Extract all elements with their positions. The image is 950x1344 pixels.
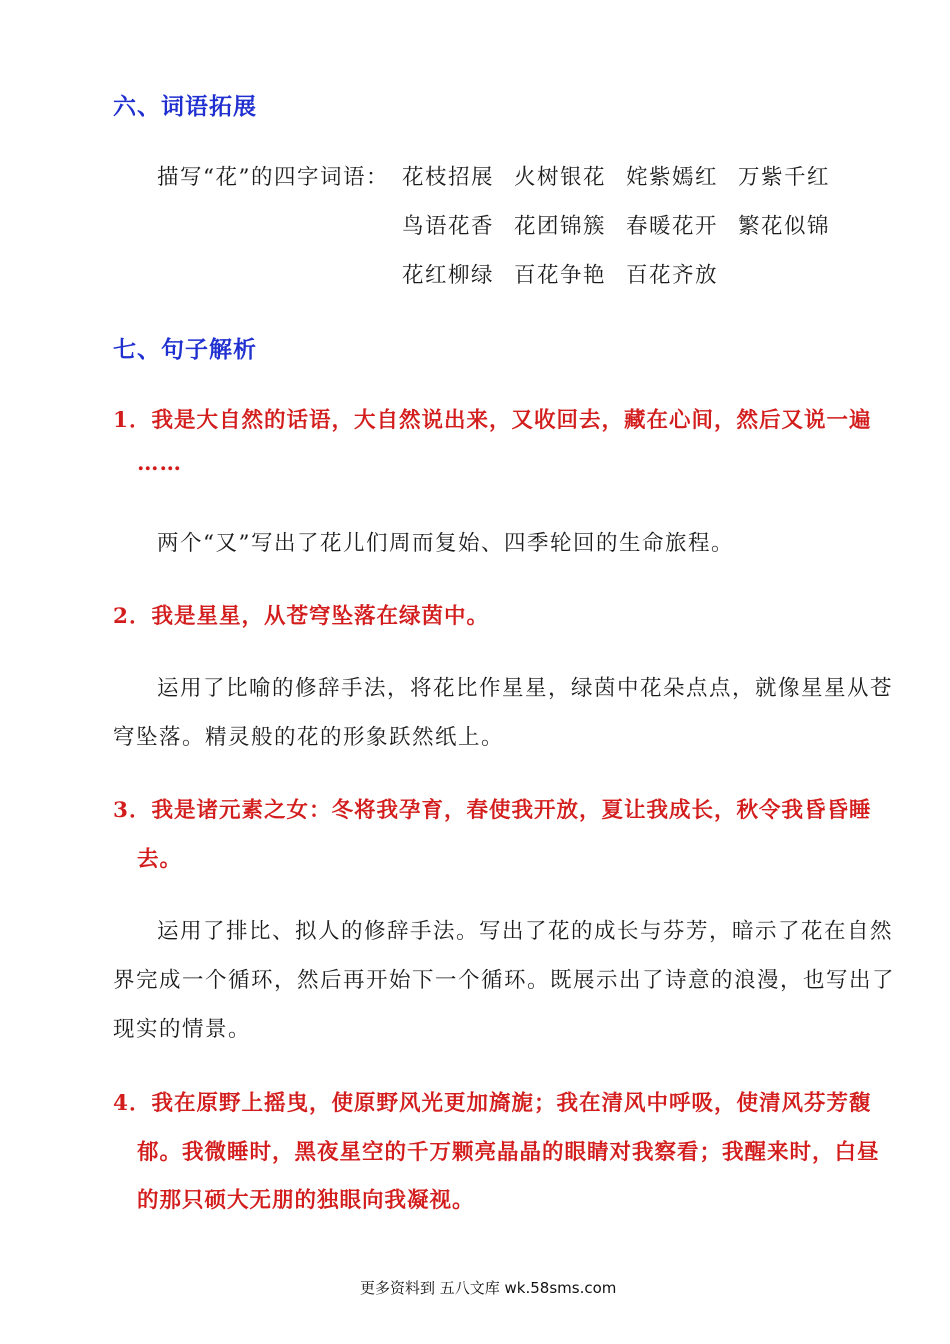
footer-text: 更多资料到 五八文库 wk.58sms.com <box>360 1279 617 1297</box>
sentence-3-line-2: 去。 <box>137 847 183 872</box>
vocabulary-word: 百花齐放 <box>626 263 719 288</box>
analysis-3-line-2: 界完成一个循环，然后再开始下一个循环。既展示出了诗意的浪漫，也写出了 <box>113 968 896 993</box>
vocabulary-row <box>402 160 850 191</box>
vocabulary-word: 鸟语花香 <box>402 214 495 239</box>
analysis-3-line-1: 运用了排比、拟人的修辞手法。写出了花的成长与芬芳，暗示了花在自然 <box>157 919 894 944</box>
vocabulary-row <box>402 209 850 240</box>
analysis-3-line-3: 现实的情景。 <box>113 1017 252 1042</box>
vocabulary-word: 百花争艳 <box>514 263 607 288</box>
sentence-2-line-1: 2．我是星星，从苍穹坠落在绿茵中。 <box>113 604 489 629</box>
vocabulary-word: 花团锦簇 <box>514 214 607 239</box>
vocabulary-word: 繁花似锦 <box>738 214 831 239</box>
sentence-3-line-1: 3．我是诸元素之女：冬将我孕育，春使我开放，夏让我成长，秋令我昏昏睡 <box>113 798 872 823</box>
vocabulary-word: 姹紫嫣红 <box>626 165 719 190</box>
vocabulary-word: 花枝招展 <box>402 165 495 190</box>
vocabulary-label: 描写“花”的四字词语： <box>157 165 389 190</box>
analysis-2-line-1: 运用了比喻的修辞手法，将花比作星星，绿茵中花朵点点，就像星星从苍 <box>157 676 894 701</box>
sentence-4-line-2: 郁。我微睡时，黑夜星空的千万颗亮晶晶的眼睛对我察看；我醒来时，白昼 <box>137 1140 880 1165</box>
sentence-1-line-1: 1．我是大自然的话语，大自然说出来，又收回去，藏在心间，然后又说一遍 <box>113 408 872 433</box>
analysis-1-line-1: 两个“又”写出了花儿们周而复始、四季轮回的生命旅程。 <box>157 531 734 556</box>
vocabulary-row <box>402 258 738 289</box>
vocabulary-word: 万紫千红 <box>738 165 831 190</box>
vocabulary-word: 春暖花开 <box>626 214 719 239</box>
sentence-1-line-2: …… <box>137 451 182 476</box>
section-heading-sentence-analysis: 七、句子解析 <box>113 336 257 363</box>
analysis-2-line-2: 穹坠落。精灵般的花的形象跃然纸上。 <box>113 725 505 750</box>
vocabulary-word: 花红柳绿 <box>402 263 495 288</box>
sentence-4-line-3: 的那只硕大无朋的独眼向我凝视。 <box>137 1188 475 1213</box>
section-heading-vocabulary: 六、词语拓展 <box>113 93 257 120</box>
sentence-4-line-1: 4．我在原野上摇曳，使原野风光更加旖旎；我在清风中呼吸，使清风芬芳馥 <box>113 1091 872 1116</box>
vocabulary-word: 火树银花 <box>514 165 607 190</box>
